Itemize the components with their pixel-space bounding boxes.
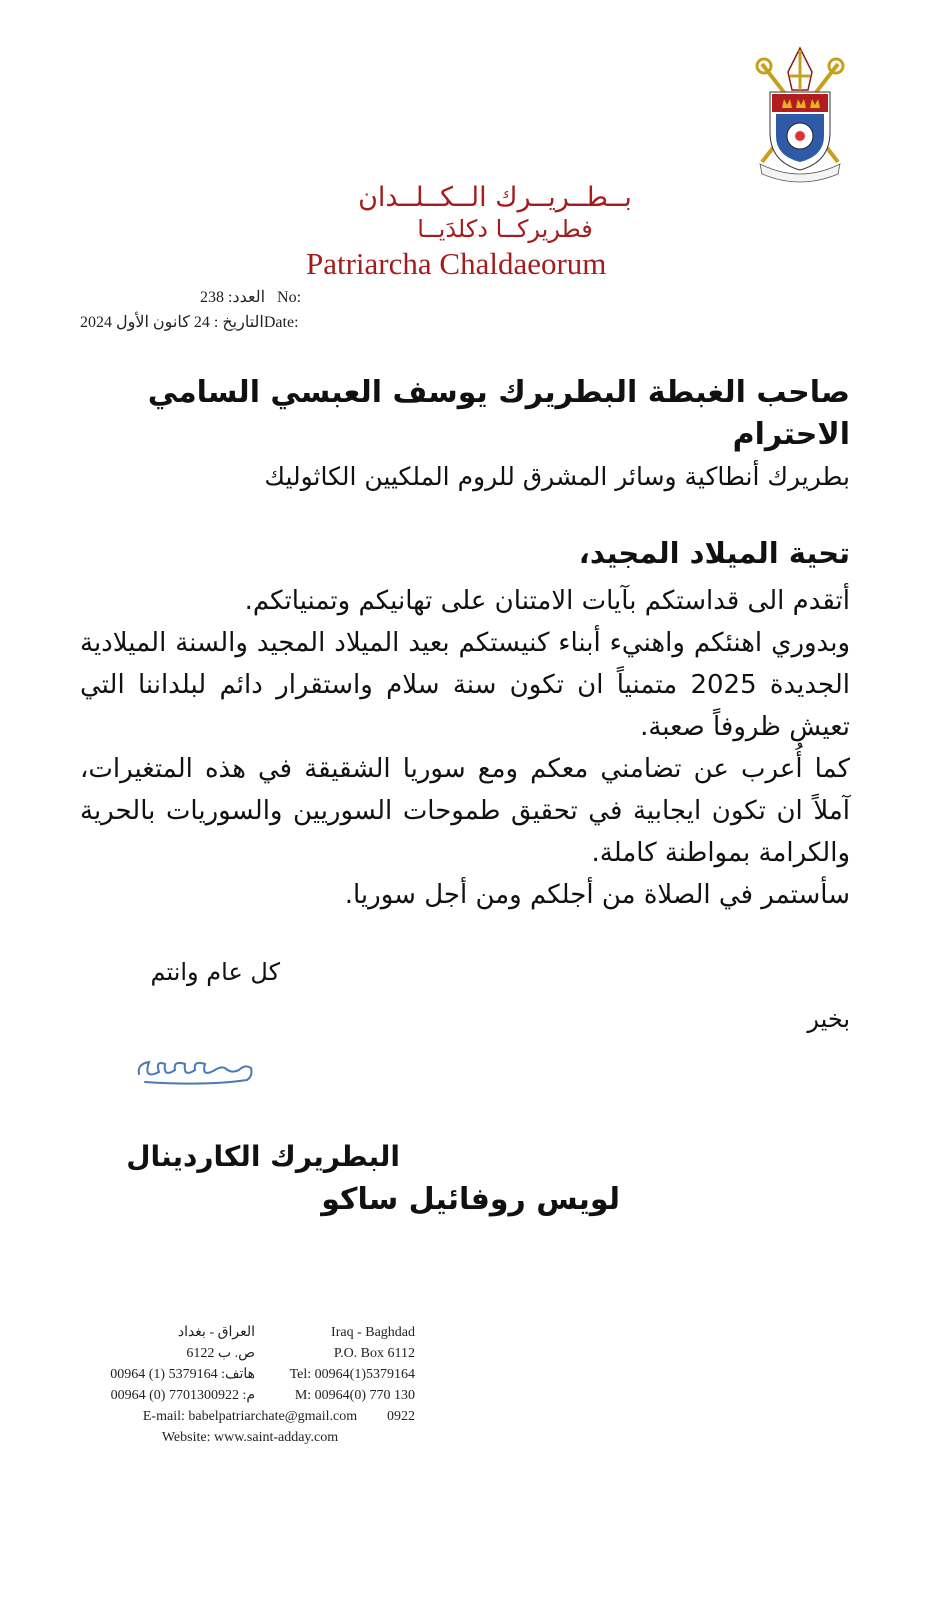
footer-address-en: Iraq - Baghdad bbox=[331, 1325, 415, 1340]
recipient-subtitle: بطريرك أنطاكية وسائر المشرق للروم الملكيين الكاثوليك bbox=[264, 462, 850, 491]
patriarch-syriac-title: فطريركــا دكلدَيــا bbox=[417, 215, 593, 243]
signatory-title: البطريرك الكاردينال bbox=[126, 1140, 400, 1173]
footer-tel-en: Tel: 00964(1)5379164 bbox=[289, 1367, 415, 1382]
body-paragraph: وبدوري اهنئكم واهنيء أبناء كنيستكم بعيد الميلاد المجيد والسنة الميلادية الجديدة 2025 متمنياً ان تكون سنة سلام واستقرار دائم لبلداننا التي تعيش ظروفاً صعبة. bbox=[80, 628, 850, 742]
handwritten-signature bbox=[135, 1050, 270, 1090]
footer-box-ar: ص. ب 6122 bbox=[186, 1346, 255, 1361]
number-label: العدد: bbox=[228, 289, 266, 306]
footer-box-en: P.O. Box 6112 bbox=[333, 1346, 415, 1361]
footer-email: E-mail: babelpatriarchate@gmail.com bbox=[142, 1409, 358, 1424]
body-paragraph: كما أُعرب عن تضامني معكم ومع سوريا الشقيقة في هذه المتغيرات، آملاً ان تكون ايجابية في تحقيق طموحات السوريين والسوريات بالحرية والكرامة بمواطنة كاملة. bbox=[80, 754, 850, 868]
signatory-name: لويس روفائيل ساكو bbox=[321, 1182, 620, 1217]
letter-body bbox=[80, 580, 850, 916]
recipient-heading: صاحب الغبطة البطريرك يوسف العبسي السامي الاحترام bbox=[147, 375, 850, 452]
number-value: 238 bbox=[200, 289, 224, 306]
date-ar-label: التاريخ : bbox=[213, 314, 264, 331]
patriarch-latin-title: Patriarcha Chaldaeorum bbox=[306, 246, 607, 281]
closing-wish-end: بخير bbox=[807, 1005, 850, 1033]
patriarchal-coat-of-arms bbox=[752, 44, 848, 184]
greeting: تحية الميلاد المجيد، bbox=[578, 536, 850, 570]
footer-contact-arabic bbox=[80, 1322, 255, 1406]
footer-online-contact bbox=[80, 1406, 420, 1448]
reference-date bbox=[80, 312, 340, 332]
no-label: :No bbox=[277, 289, 302, 306]
body-paragraph: أتقدم الى قداستكم بآيات الامتنان على تهانيكم وتمنياتكم. bbox=[244, 586, 850, 616]
date-value: 24 كانون الأول 2024 bbox=[80, 314, 210, 331]
footer-tel-ar: هاتف: 5379164 (1) 00964 bbox=[110, 1367, 255, 1382]
footer-website: Website: www.saint-adday.com bbox=[161, 1430, 339, 1445]
reference-number bbox=[200, 287, 340, 307]
footer-address-ar: العراق - بغداد bbox=[177, 1325, 255, 1340]
body-paragraph: سأستمر في الصلاة من أجلكم ومن أجل سوريا. bbox=[344, 880, 850, 910]
patriarch-arabic-title: بــطــريــرك الــكــلــدان bbox=[358, 182, 632, 213]
closing-wish: كل عام وانتم bbox=[150, 958, 280, 986]
date-label: :Date bbox=[263, 314, 299, 331]
footer-mobile-en: M: 00964(0) 770 130 0922 bbox=[294, 1388, 415, 1424]
footer-mobile-ar: م: 7701300922 (0) 00964 bbox=[110, 1388, 255, 1403]
